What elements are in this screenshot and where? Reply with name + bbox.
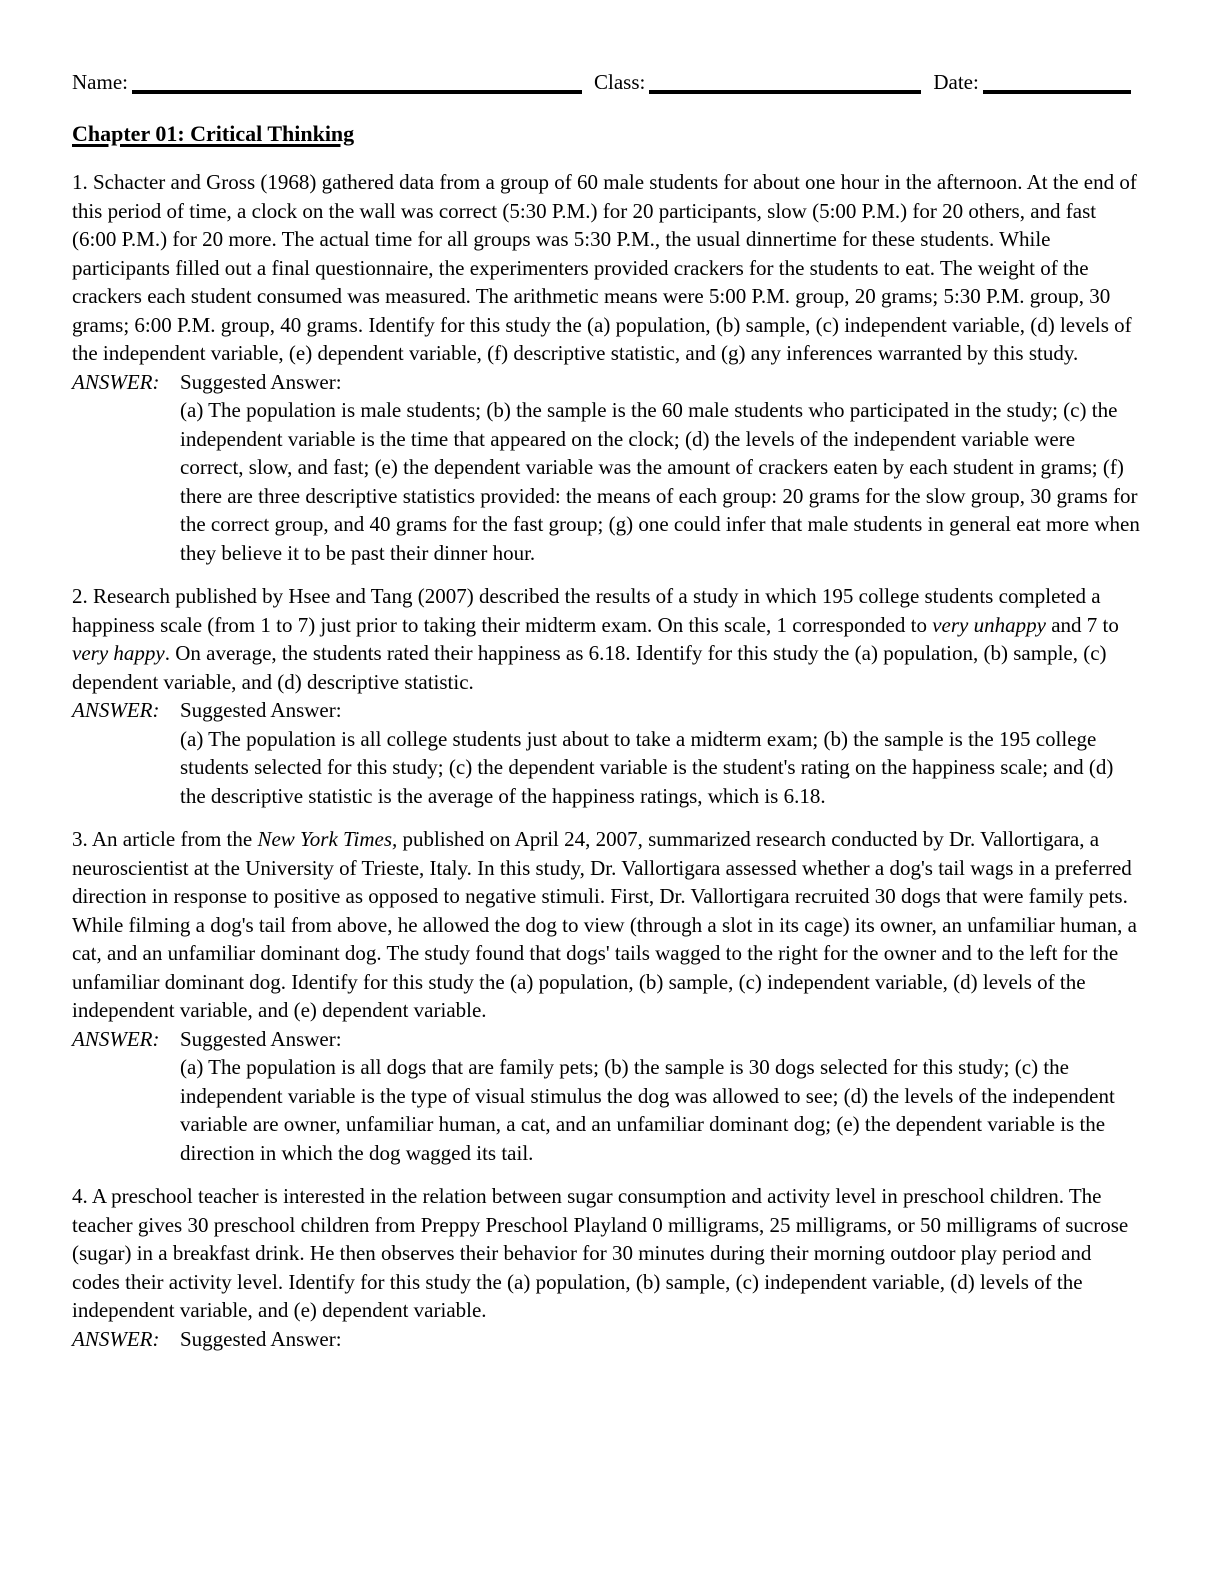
answer-label: ANSWER: [72, 1326, 160, 1351]
answer-content [180, 368, 1140, 568]
answer-intro: Suggested Answer: [180, 1026, 342, 1051]
answer-intro: Suggested Answer: [180, 369, 342, 394]
class-label: Class: [593, 70, 646, 94]
form-header [72, 68, 1140, 94]
answer-label: ANSWER: [72, 1026, 160, 1051]
name-label: Name: [72, 70, 128, 94]
answer-body: (a) The population is all college students just about to take a midterm exam; (b) the sample is the 195 college students selected for this study; (c) the dependent variable is the student's rating on the happiness scale; and (d) the descriptive statistic is the average of the happiness ratings, which is 6.18. [180, 726, 1114, 808]
answer-row [72, 696, 1140, 810]
question-text: 1. Schacter and Gross (1968) gathered data from a group of 60 male students for about one hour in the afternoon. At the end of this period of time, a clock on the wall was correct (5:30 P.M.) for 20 participants, slow (5:00 P.M.) for 20 others, and fast (6:00 P.M.) for 20 more. The actual time for all groups was 5:30 P.M., the usual dinnertime for these students. While participants filled out a final questionnaire, the experimenters provided crackers for the students to eat. The weight of the crackers each student consumed was measured. The arithmetic means were 5:00 P.M. group, 20 grams; 5:30 P.M. group, 30 grams; 6:00 P.M. group, 40 grams. Identify for this study the (a) population, (b) sample, (c) independent variable, (d) levels of the independent variable, (e) dependent variable, (f) descriptive statistic, and (g) any inferences warranted by this study. [72, 170, 1137, 365]
class-blank-line [649, 68, 921, 94]
question-text: 3. An article from the New York Times, published on April 24, 2007, summarized research conducted by Dr. Vallortigara, a neuroscientist at the University of Trieste, Italy. In this study, Dr. Vallortigara assessed whether a dog's tail wags in a preferred direction in response to positive as opposed to negative stimuli. First, Dr. Vallortigara recruited 30 dogs that were family pets. While filming a dog's tail from above, he allowed the dog to view (through a slot in its cage) its owner, an unfamiliar human, a cat, and an unfamiliar dominant dog. The study found that dogs' tails wagged to the right for the owner and to the left for the unfamiliar dominant dog. Identify for this study the (a) population, (b) sample, (c) independent variable, (d) levels of the independent variable, and (e) dependent variable. [72, 827, 1137, 1022]
question-block [72, 825, 1140, 1167]
answer-content [180, 1025, 1140, 1168]
answer-label: ANSWER: [72, 369, 160, 394]
answer-intro: Suggested Answer: [180, 698, 342, 722]
answer-intro: Suggested Answer: [180, 1326, 342, 1351]
questions-list [72, 168, 1140, 1353]
answer-row [72, 368, 1140, 568]
chapter-title: Chapter 01: Critical Thinking [72, 121, 355, 146]
question-block [72, 1182, 1140, 1353]
answer-row [72, 1025, 1140, 1168]
answer-content [180, 696, 1140, 810]
date-blank-line [983, 68, 1131, 94]
answer-body: (a) The population is male students; (b) the sample is the 60 male students who participated in the study; (c) the independent variable is the time that appeared on the clock; (d) the levels of the independent variable were correct, slow, and fast; (e) the dependent variable was the amount of crackers eaten by each student in grams; (f) there are three descriptive statistics provided: the means of each group: 20 grams for the slow group, 30 grams for the correct group, and 40 grams for the fast group; (g) one could infer that male students in general eat more when they believe it to be past their dinner hour. [180, 398, 1140, 565]
date-label: Date: [933, 70, 979, 94]
answer-body: (a) The population is all dogs that are family pets; (b) the sample is 30 dogs selected for this study; (c) the independent variable is the type of visual stimulus the dog was allowed to see; (d) the levels of the independent variable are owner, unfamiliar human, a cat, and an unfamiliar dominant dog; (e) the dependent variable is the direction in which the dog wagged its tail. [180, 1055, 1115, 1165]
name-blank-line [132, 68, 582, 94]
question-block [72, 582, 1140, 810]
answer-row [72, 1325, 1140, 1354]
question-text: 4. A preschool teacher is interested in the relation between sugar consumption and activity level in preschool children. The teacher gives 30 preschool children from Preppy Preschool Playland 0 milligrams, 25 milligrams, or 50 milligrams of sucrose (sugar) in a breakfast drink. He then observes their behavior for 30 minutes during their morning outdoor play period and codes their activity level. Identify for this study the (a) population, (b) sample, (c) independent variable, (d) levels of the independent variable, and (e) dependent variable. [72, 1184, 1129, 1322]
answer-content [180, 1325, 1140, 1354]
question-block [72, 168, 1140, 567]
answer-label: ANSWER: [72, 698, 160, 722]
question-text: 2. Research published by Hsee and Tang (2007) described the results of a study in which 195 college students completed a happiness scale (from 1 to 7) just prior to taking their midterm exam. On this scale, 1 corresponded to very unhappy and 7 to very happy. On average, the students rated their happiness as 6.18. Identify for this study the (a) population, (b) sample, (c) dependent variable, and (d) descriptive statistic. [72, 584, 1119, 694]
